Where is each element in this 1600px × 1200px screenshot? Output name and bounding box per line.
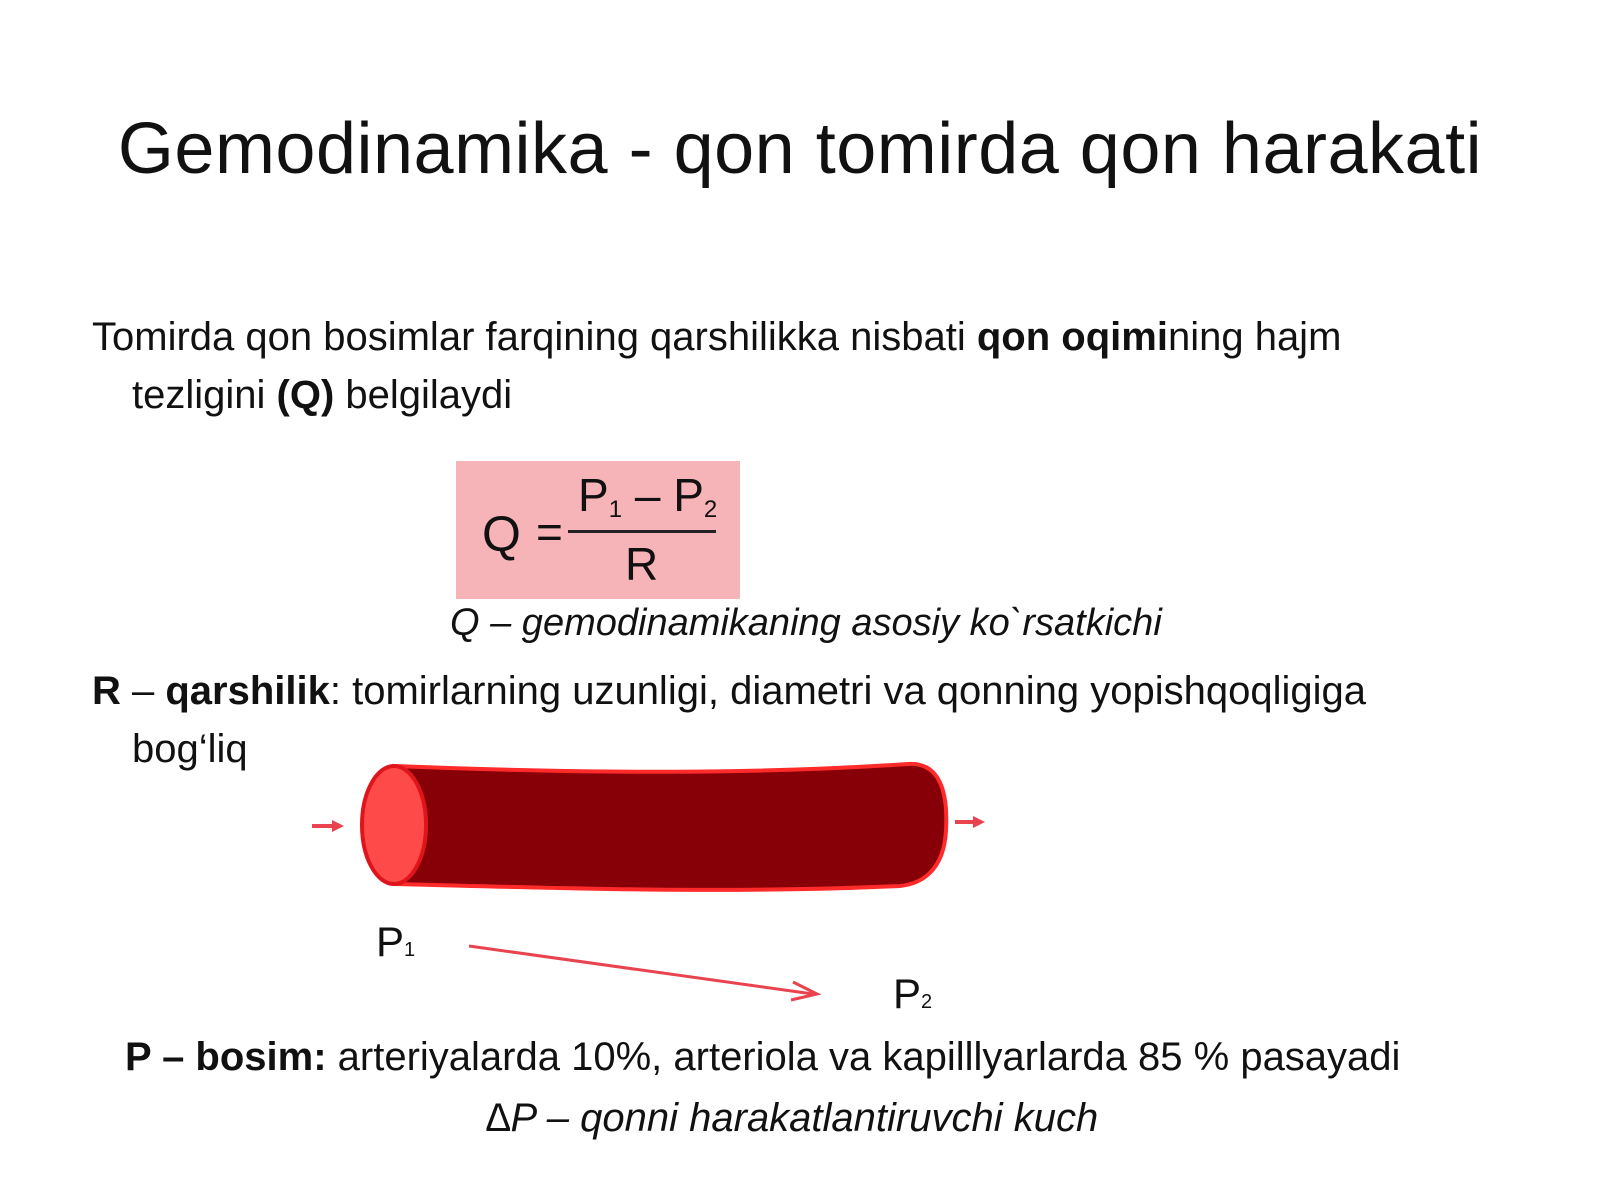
- formula-p1: P: [578, 469, 609, 521]
- p1-subscript: 1: [404, 939, 416, 961]
- formula-fraction-bar: [568, 530, 716, 533]
- slide-title: Gemodinamika - qon tomirda qon harakati: [117, 109, 1483, 189]
- paragraph-pressure: [125, 1035, 1400, 1080]
- blood-vessel-illustration: [300, 752, 1000, 912]
- bold-term-resistance: qarshilik: [165, 669, 330, 713]
- text-segment: ning hajm: [1167, 315, 1342, 359]
- outflow-arrow-icon: [955, 816, 985, 828]
- paragraph-line-2: bog‘liq: [132, 727, 248, 771]
- formula-p2: P: [673, 469, 704, 521]
- formula-minus: –: [622, 469, 674, 521]
- bold-term-q: (Q): [276, 373, 335, 417]
- pressure-drop-arrow-icon: [465, 938, 835, 1008]
- text-segment: tezligini: [132, 373, 277, 417]
- text-segment: arteriyalarda 10%, arteriola va kapilllyarlarda 85 % pasayadi: [326, 1035, 1401, 1079]
- bold-term-pressure: P – bosim:: [125, 1035, 327, 1079]
- formula-caption: Q – gemodinamikaning asosiy ko`rsatkichi: [450, 602, 1162, 644]
- paragraph-line-1: [92, 662, 1552, 720]
- vessel-opening: [362, 766, 426, 884]
- text-segment: belgilaydi: [334, 373, 513, 417]
- vessel-body: [394, 764, 946, 890]
- paragraph-line-1: [92, 308, 1532, 366]
- text-segment: –: [120, 669, 166, 713]
- pressure-label-p1: [376, 918, 415, 966]
- text-segment: Tomirda qon bosimlar farqining qarshilikka nisbati: [92, 315, 977, 359]
- inflow-arrow-icon: [312, 820, 344, 832]
- delta-p-definition: ∆P – qonni harakatlantiruvchi kuch: [486, 1096, 1099, 1140]
- paragraph-flow-definition: [92, 308, 1532, 424]
- formula-q: Q: [482, 506, 521, 562]
- pressure-label-p2: [893, 970, 932, 1018]
- bold-term-r: R: [92, 669, 121, 713]
- formula-sub-2: 2: [703, 496, 718, 523]
- formula-sub-1: 1: [608, 496, 623, 523]
- paragraph-line-2: [92, 366, 1532, 424]
- p2-letter: P: [893, 970, 922, 1017]
- formula-numerator: [578, 468, 717, 522]
- p2-subscript: 2: [921, 991, 933, 1013]
- p1-letter: P: [376, 918, 405, 965]
- formula-equals: =: [536, 506, 563, 558]
- formula-denominator: R: [625, 538, 659, 590]
- text-segment: : tomirlarning uzunligi, diametri va qonning yopishqoqligiga: [329, 669, 1367, 713]
- bold-term-blood-flow: qon oqimi: [976, 315, 1168, 359]
